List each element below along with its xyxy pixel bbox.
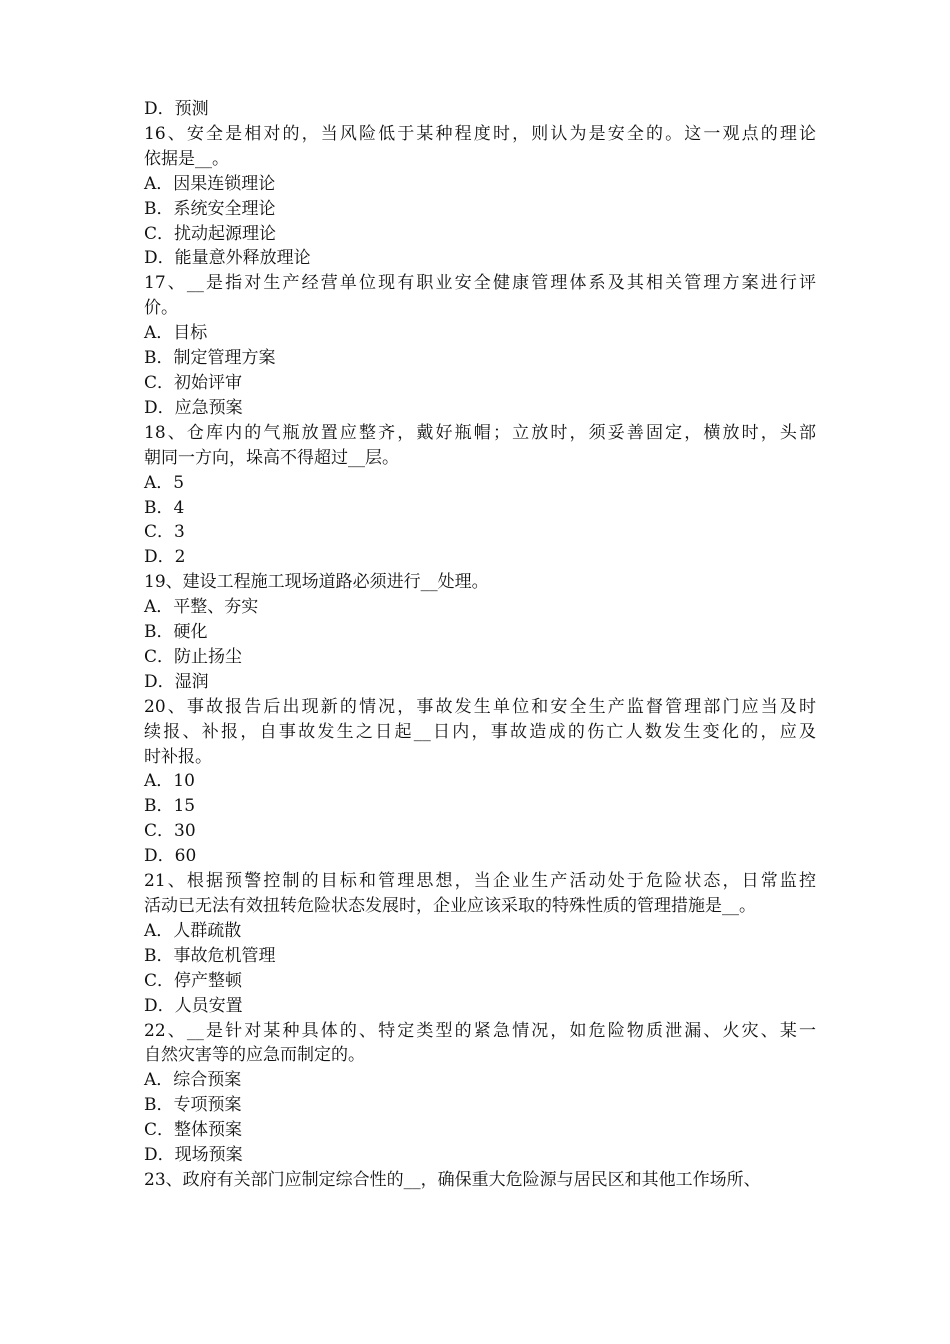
lead-option: D．预测: [144, 99, 209, 119]
question-stem: 16、安全是相对的，当风险低于某种程度时，则认为是安全的。这一观点的理论: [144, 123, 816, 144]
answer-option: C．30: [144, 821, 196, 842]
answer-option: D．湿润: [144, 671, 209, 692]
answer-option: D．应急预案: [144, 397, 243, 418]
answer-option: A．人群疏散: [144, 920, 242, 941]
answer-option: B．事故危机管理: [144, 945, 276, 966]
question-stem-continued: 自然灾害等的应急而制定的。: [144, 1045, 365, 1066]
question-block: [144, 1019, 816, 1168]
answer-option: B．专项预案: [144, 1095, 242, 1116]
question-block: [144, 695, 816, 869]
question-stem: 18、仓库内的气瓶放置应整齐，戴好瓶帽；立放时，须妥善固定，横放时，头部: [144, 422, 816, 443]
answer-option: A．10: [144, 771, 195, 792]
question-stem-continued: 续报、补报，自事故发生之日起__日内，事故造成的伤亡人数发生变化的，应及: [144, 721, 816, 742]
question-stem: 23、政府有关部门应制定综合性的__，确保重大危险源与居民区和其他工作场所、: [144, 1169, 761, 1190]
question-block: [144, 570, 816, 695]
answer-option: A．5: [144, 472, 185, 493]
question-block: [144, 1168, 816, 1193]
answer-option: A．综合预案: [144, 1070, 242, 1091]
answer-option: D．人员安置: [144, 995, 243, 1016]
answer-option: D．能量意外释放理论: [144, 248, 311, 269]
answer-option: C．扰动起源理论: [144, 223, 277, 244]
answer-option: B．制定管理方案: [144, 348, 276, 369]
answer-option: D．2: [144, 547, 186, 568]
answer-option: C．整体预案: [144, 1120, 243, 1141]
answer-option: D．现场预案: [144, 1145, 243, 1166]
question-stem: 20、事故报告后出现新的情况，事故发生单位和安全生产监督管理部门应当及时: [144, 696, 816, 717]
question-stem-continued: 朝同一方向，垛高不得超过__层。: [144, 447, 399, 468]
answer-option: A．因果连锁理论: [144, 173, 276, 194]
answer-option: C．停产整顿: [144, 970, 243, 991]
question-block: [144, 122, 816, 271]
answer-option: C．3: [144, 522, 185, 543]
answer-option: C．初始评审: [144, 372, 243, 393]
answer-option: D．60: [144, 846, 197, 867]
answer-option: A．目标: [144, 323, 208, 344]
question-stem-continued: 活动已无法有效扭转危险状态发展时，企业应该采取的特殊性质的管理措施是__。: [144, 896, 756, 916]
question-block: [144, 421, 816, 570]
question-stem-continued: 价。: [144, 298, 178, 319]
answer-option: C．防止扬尘: [144, 646, 243, 667]
answer-option: B．4: [144, 497, 185, 518]
question-stem-continued: 时补报。: [144, 746, 212, 767]
question-list: [144, 122, 816, 1193]
answer-option: A．平整、夯实: [144, 597, 259, 618]
question-stem: 22、__是针对某种具体的、特定类型的紧急情况，如危险物质泄漏、火灾、某一: [144, 1020, 816, 1041]
answer-option: B．硬化: [144, 622, 208, 643]
answer-option: B．15: [144, 796, 196, 817]
question-stem-continued: 依据是__。: [144, 148, 229, 169]
answer-option: B．系统安全理论: [144, 198, 276, 219]
document-page: [144, 97, 816, 1193]
question-stem: 17、__是指对生产经营单位现有职业安全健康管理体系及其相关管理方案进行评: [144, 273, 816, 294]
question-stem: 19、建设工程施工现场道路必须进行__处理。: [144, 572, 489, 593]
question-stem: 21、根据预警控制的目标和管理思想，当企业生产活动处于危险状态，日常监控: [144, 871, 816, 892]
question-block: [144, 869, 816, 1018]
question-block: [144, 271, 816, 420]
